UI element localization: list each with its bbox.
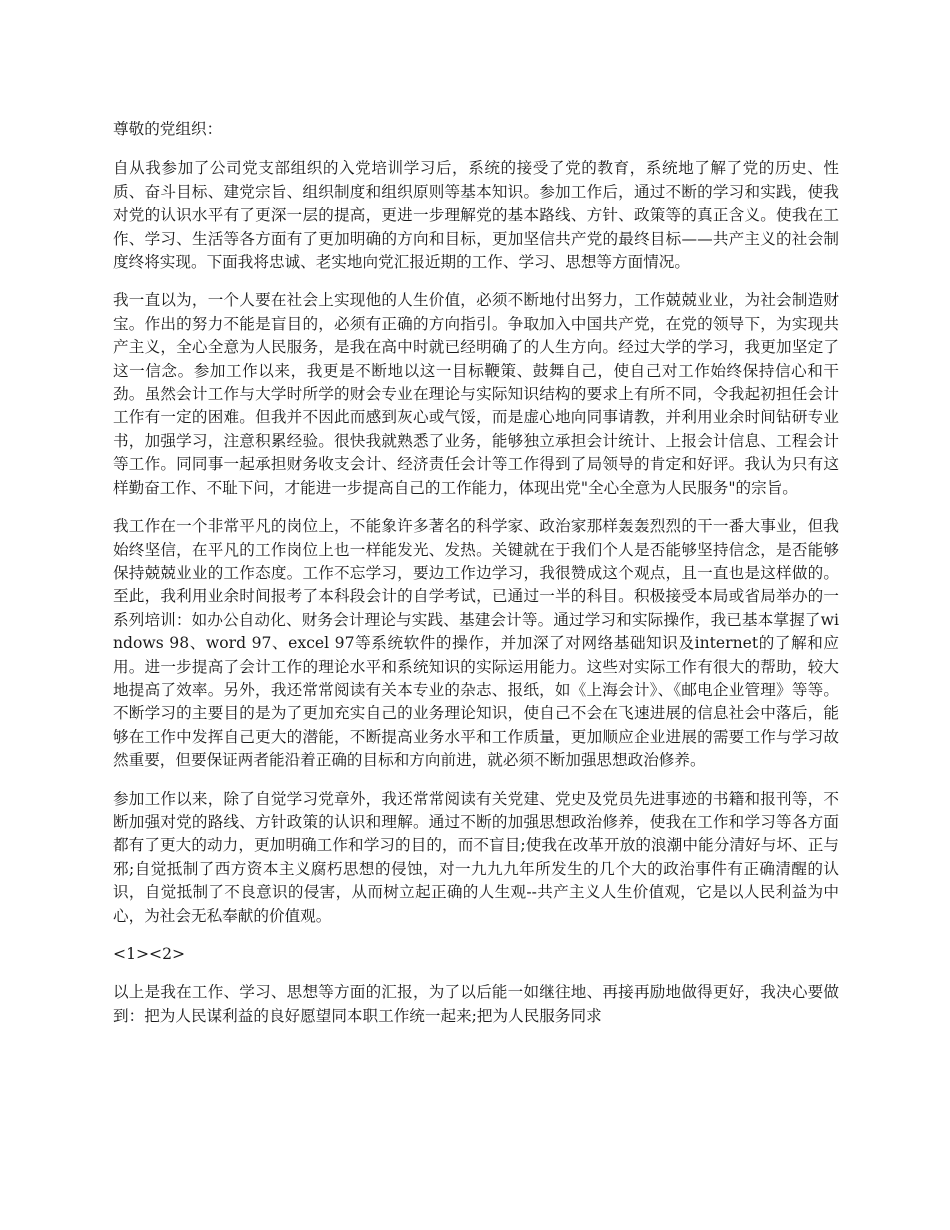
document-body [113,118,839,1043]
paragraph-2: 我一直以为，一个人要在社会上实现他的人生价值，必须不断地付出努力，工作兢兢业业，为社会制造财宝。作出的努力不能是盲目的，必须有正确的方向指引。争取加入中国共产党，在党的领导下，为实现共产主义，全心全意为人民服务，是我在高中时就已经明确了的人生方向。经过大学的学习，我更加坚定了这一信念。参加工作以来，我更是不断地以这一目标鞭策、鼓舞自己，使自己对工作始终保持信心和干劲。虽然会计工作与大学时所学的财会专业在理论与实际知识结构的要求上有所不同，令我起初担任会计工作有一定的困难。但我并不因此而感到灰心或气馁，而是虚心地向同事请教，并利用业余时间钻研专业书，加强学习，注意积累经验。很快我就熟悉了业务，能够独立承担会计统计、上报会计信息、工程会计等工作。同同事一起承担财务收支会计、经济责任会计等工作得到了局领导的肯定和好评。我认为只有这样勤奋工作、不耻下问，才能进一步提高自己的工作能力，体现出党"全心全意为人民服务"的宗旨。 [113,291,839,497]
paragraph-5: 以上是我在工作、学习、思想等方面的汇报，为了以后能一如继往地、再接再励地做得更好，我决心要做到：把为人民谋利益的良好愿望同本职工作统一起来;把为人民服务同求 [113,983,839,1025]
salutation: 尊敬的党组织： [113,120,223,138]
paragraph-1: 自从我参加了公司党支部组织的入党培训学习后，系统的接受了党的教育，系统地了解了党的历史、性质、奋斗目标、建党宗旨、组织制度和组织原则等基本知识。参加工作后，通过不断的学习和实践，使我对党的认识水平有了更深一层的提高，更进一步理解党的基本路线、方针、政策等的真正含义。使我在工作、学习、生活等各方面有了更加明确的方向和目标，更加坚信共产党的最终目标——共产主义的社会制度终将实现。下面我将忠诚、老实地向党汇报近期的工作、学习、思想等方面情况。 [113,159,839,272]
paragraph-3: 我工作在一个非常平凡的岗位上，不能象许多著名的科学家、政治家那样轰轰烈烈的干一番大事业，但我始终坚信，在平凡的工作岗位上也一样能发光、发热。关键就在于我们个人是否能够坚持信念，是否能够保持兢兢业业的工作态度。工作不忘学习，要边工作边学习，我很赞成这个观点，且一直也是这样做的。至此，我利用业余时间报考了本科段会计的自学考试，已通过一半的科目。积极接受本局或省局举办的一系列培训：如办公自动化、财务会计理论与实践、基建会计等。通过学习和实际操作，我已基本掌握了windows 98、word 97、excel 97等系统软件的操作，并加深了对网络基础知识及internet的了解和应用。进一步提高了会计工作的理论水平和系统知识的实际运用能力。这些对实际工作有很大的帮助，较大地提高了效率。另外，我还常常阅读有关本专业的杂志、报纸，如《上海会计》、《邮电企业管理》等等。不断学习的主要目的是为了更加充实自己的业务理论知识，使自己不会在飞速进展的信息社会中落后，能够在工作中发挥自己更大的潜能，不断提高业务水平和工作质量，更加顺应企业进展的需要工作与学习故然重要，但要保证两者能沿着正确的目标和方向前进，就必须不断加强思想政治修养。 [113,517,839,770]
page-markers: <1><2> [113,945,186,963]
paragraph-4: 参加工作以来，除了自觉学习党章外，我还常常阅读有关党建、党史及党员先进事迹的书籍和报刊等，不断加强对党的路线、方针政策的认识和理解。通过不断的加强思想政治修养，使我在工作和学习等各方面都有了更大的动力，更加明确工作和学习的目的，而不盲目;使我在改革开放的浪潮中能分清好与坏、正与邪;自觉抵制了西方资本主义腐朽思想的侵蚀，对一九九九年所发生的几个大的政治事件有正确清醒的认识，自觉抵制了不良意识的侵害，从而树立起正确的人生观--共产主义人生价值观，它是以人民利益为中心，为社会无私奉献的价值观。 [113,789,839,925]
